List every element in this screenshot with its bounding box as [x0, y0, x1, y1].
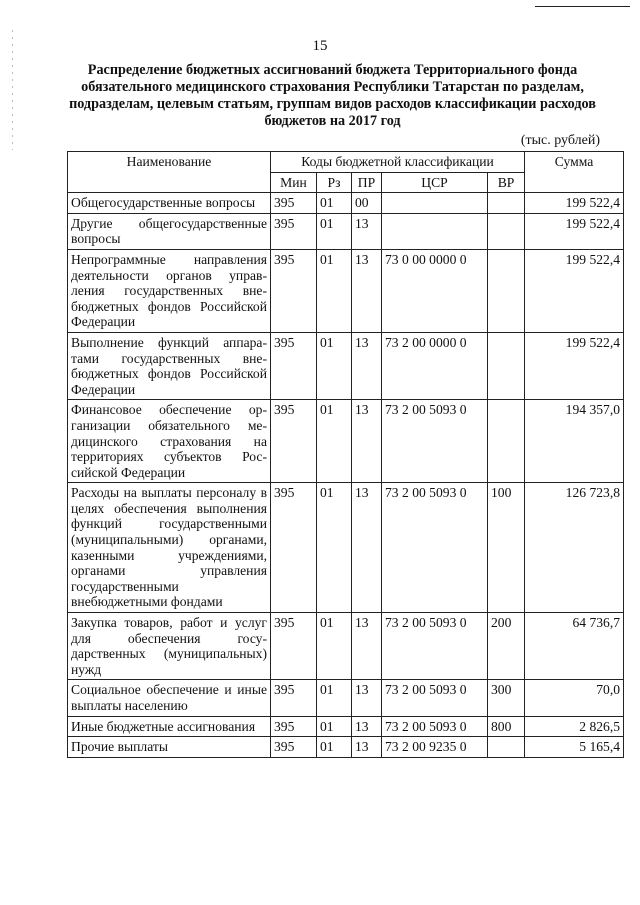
cell-vr [488, 213, 525, 249]
cell-name: Общегосударственные вопросы [68, 193, 271, 214]
cell-pr: 13 [352, 737, 382, 758]
header-pr: ПР [352, 172, 382, 193]
cell-sum: 5 165,4 [525, 737, 624, 758]
table-header-row [68, 152, 624, 173]
cell-vr [488, 249, 525, 332]
cell-min: 395 [271, 213, 317, 249]
cell-min: 395 [271, 483, 317, 613]
cell-csr: 73 2 00 9235 0 [382, 737, 488, 758]
cell-pr: 13 [352, 613, 382, 680]
cell-pr: 13 [352, 332, 382, 399]
cell-vr [488, 193, 525, 214]
cell-vr [488, 400, 525, 483]
table-row [68, 737, 624, 758]
cell-name: Расходы на выплаты персоналу в целях обеспечения выполнения функций государственными (муниципальными) органами, казенными учреждениями, органами управления государственными внебюджетными фондами [68, 483, 271, 613]
cell-rz: 01 [317, 680, 352, 716]
table-row [68, 716, 624, 737]
cell-rz: 01 [317, 213, 352, 249]
cell-csr [382, 213, 488, 249]
cell-sum: 199 522,4 [525, 249, 624, 332]
cell-pr: 13 [352, 483, 382, 613]
cell-pr: 13 [352, 716, 382, 737]
table-row [68, 400, 624, 483]
table-row [68, 680, 624, 716]
cell-rz: 01 [317, 737, 352, 758]
cell-sum: 199 522,4 [525, 193, 624, 214]
cell-rz: 01 [317, 716, 352, 737]
cell-rz: 01 [317, 249, 352, 332]
cell-csr: 73 2 00 5093 0 [382, 483, 488, 613]
cell-vr [488, 332, 525, 399]
header-sum: Сумма [525, 152, 624, 193]
cell-min: 395 [271, 400, 317, 483]
cell-vr [488, 737, 525, 758]
table-row [68, 213, 624, 249]
cell-sum: 70,0 [525, 680, 624, 716]
cell-csr: 73 2 00 5093 0 [382, 400, 488, 483]
cell-sum: 126 723,8 [525, 483, 624, 613]
cell-csr [382, 193, 488, 214]
cell-rz: 01 [317, 400, 352, 483]
cell-name: Прочие выплаты [68, 737, 271, 758]
cell-sum: 199 522,4 [525, 332, 624, 399]
cell-min: 395 [271, 193, 317, 214]
cell-csr: 73 2 00 5093 0 [382, 613, 488, 680]
header-min: Мин [271, 172, 317, 193]
cell-min: 395 [271, 716, 317, 737]
header-vr: ВР [488, 172, 525, 193]
cell-min: 395 [271, 332, 317, 399]
cell-name: Иные бюджетные ассигнования [68, 716, 271, 737]
header-name: Наименование [68, 152, 271, 193]
cell-min: 395 [271, 737, 317, 758]
cell-csr: 73 0 00 0000 0 [382, 249, 488, 332]
cell-pr: 13 [352, 400, 382, 483]
cell-name: Другие общегосударственные вопросы [68, 213, 271, 249]
cell-min: 395 [271, 680, 317, 716]
cell-sum: 194 357,0 [525, 400, 624, 483]
page-top-rule [535, 6, 630, 7]
units-label: (тыс. рублей) [520, 133, 600, 148]
cell-min: 395 [271, 249, 317, 332]
table-row [68, 193, 624, 214]
cell-name: Финансовое обеспечение организации обязательного медицинского страхования на территориях субъектов Российской Федерации [68, 400, 271, 483]
table-row [68, 332, 624, 399]
cell-pr: 13 [352, 249, 382, 332]
cell-pr: 00 [352, 193, 382, 214]
table-row [68, 249, 624, 332]
cell-name: Непрограммные направления деятельности органов управления государственных внебюджетных фондов Российской Федерации [68, 249, 271, 332]
cell-rz: 01 [317, 193, 352, 214]
cell-vr: 100 [488, 483, 525, 613]
cell-rz: 01 [317, 332, 352, 399]
cell-name: Социальное обеспечение и иные выплаты населению [68, 680, 271, 716]
header-csr: ЦСР [382, 172, 488, 193]
cell-csr: 73 2 00 5093 0 [382, 716, 488, 737]
cell-sum: 2 826,5 [525, 716, 624, 737]
cell-vr: 300 [488, 680, 525, 716]
cell-min: 395 [271, 613, 317, 680]
cell-pr: 13 [352, 213, 382, 249]
cell-csr: 73 2 00 5093 0 [382, 680, 488, 716]
cell-rz: 01 [317, 613, 352, 680]
table-row [68, 483, 624, 613]
page-number: 15 [312, 38, 328, 54]
cell-csr: 73 2 00 0000 0 [382, 332, 488, 399]
cell-pr: 13 [352, 680, 382, 716]
cell-vr: 200 [488, 613, 525, 680]
cell-vr: 800 [488, 716, 525, 737]
budget-table [67, 151, 624, 758]
cell-sum: 199 522,4 [525, 213, 624, 249]
table-row [68, 613, 624, 680]
cell-name: Закупка товаров, работ и услуг для обеспечения государственных (муниципальных) нужд [68, 613, 271, 680]
header-rz: Рз [317, 172, 352, 193]
cell-rz: 01 [317, 483, 352, 613]
table-body [68, 193, 624, 758]
cell-name: Выполнение функций аппаратами государственных внебюджетных фондов Российской Федерации [68, 332, 271, 399]
cell-sum: 64 736,7 [525, 613, 624, 680]
document-title: Распределение бюджетных ассигнований бюджета Территориального фонда обязательного медицинского страхования Республики Татарстан по разделам, подразделам, целевым статьям, группам видов расходов классификации расходов бюджетов на 2017 год [69, 62, 596, 129]
header-codes: Коды бюджетной классификации [271, 152, 525, 173]
